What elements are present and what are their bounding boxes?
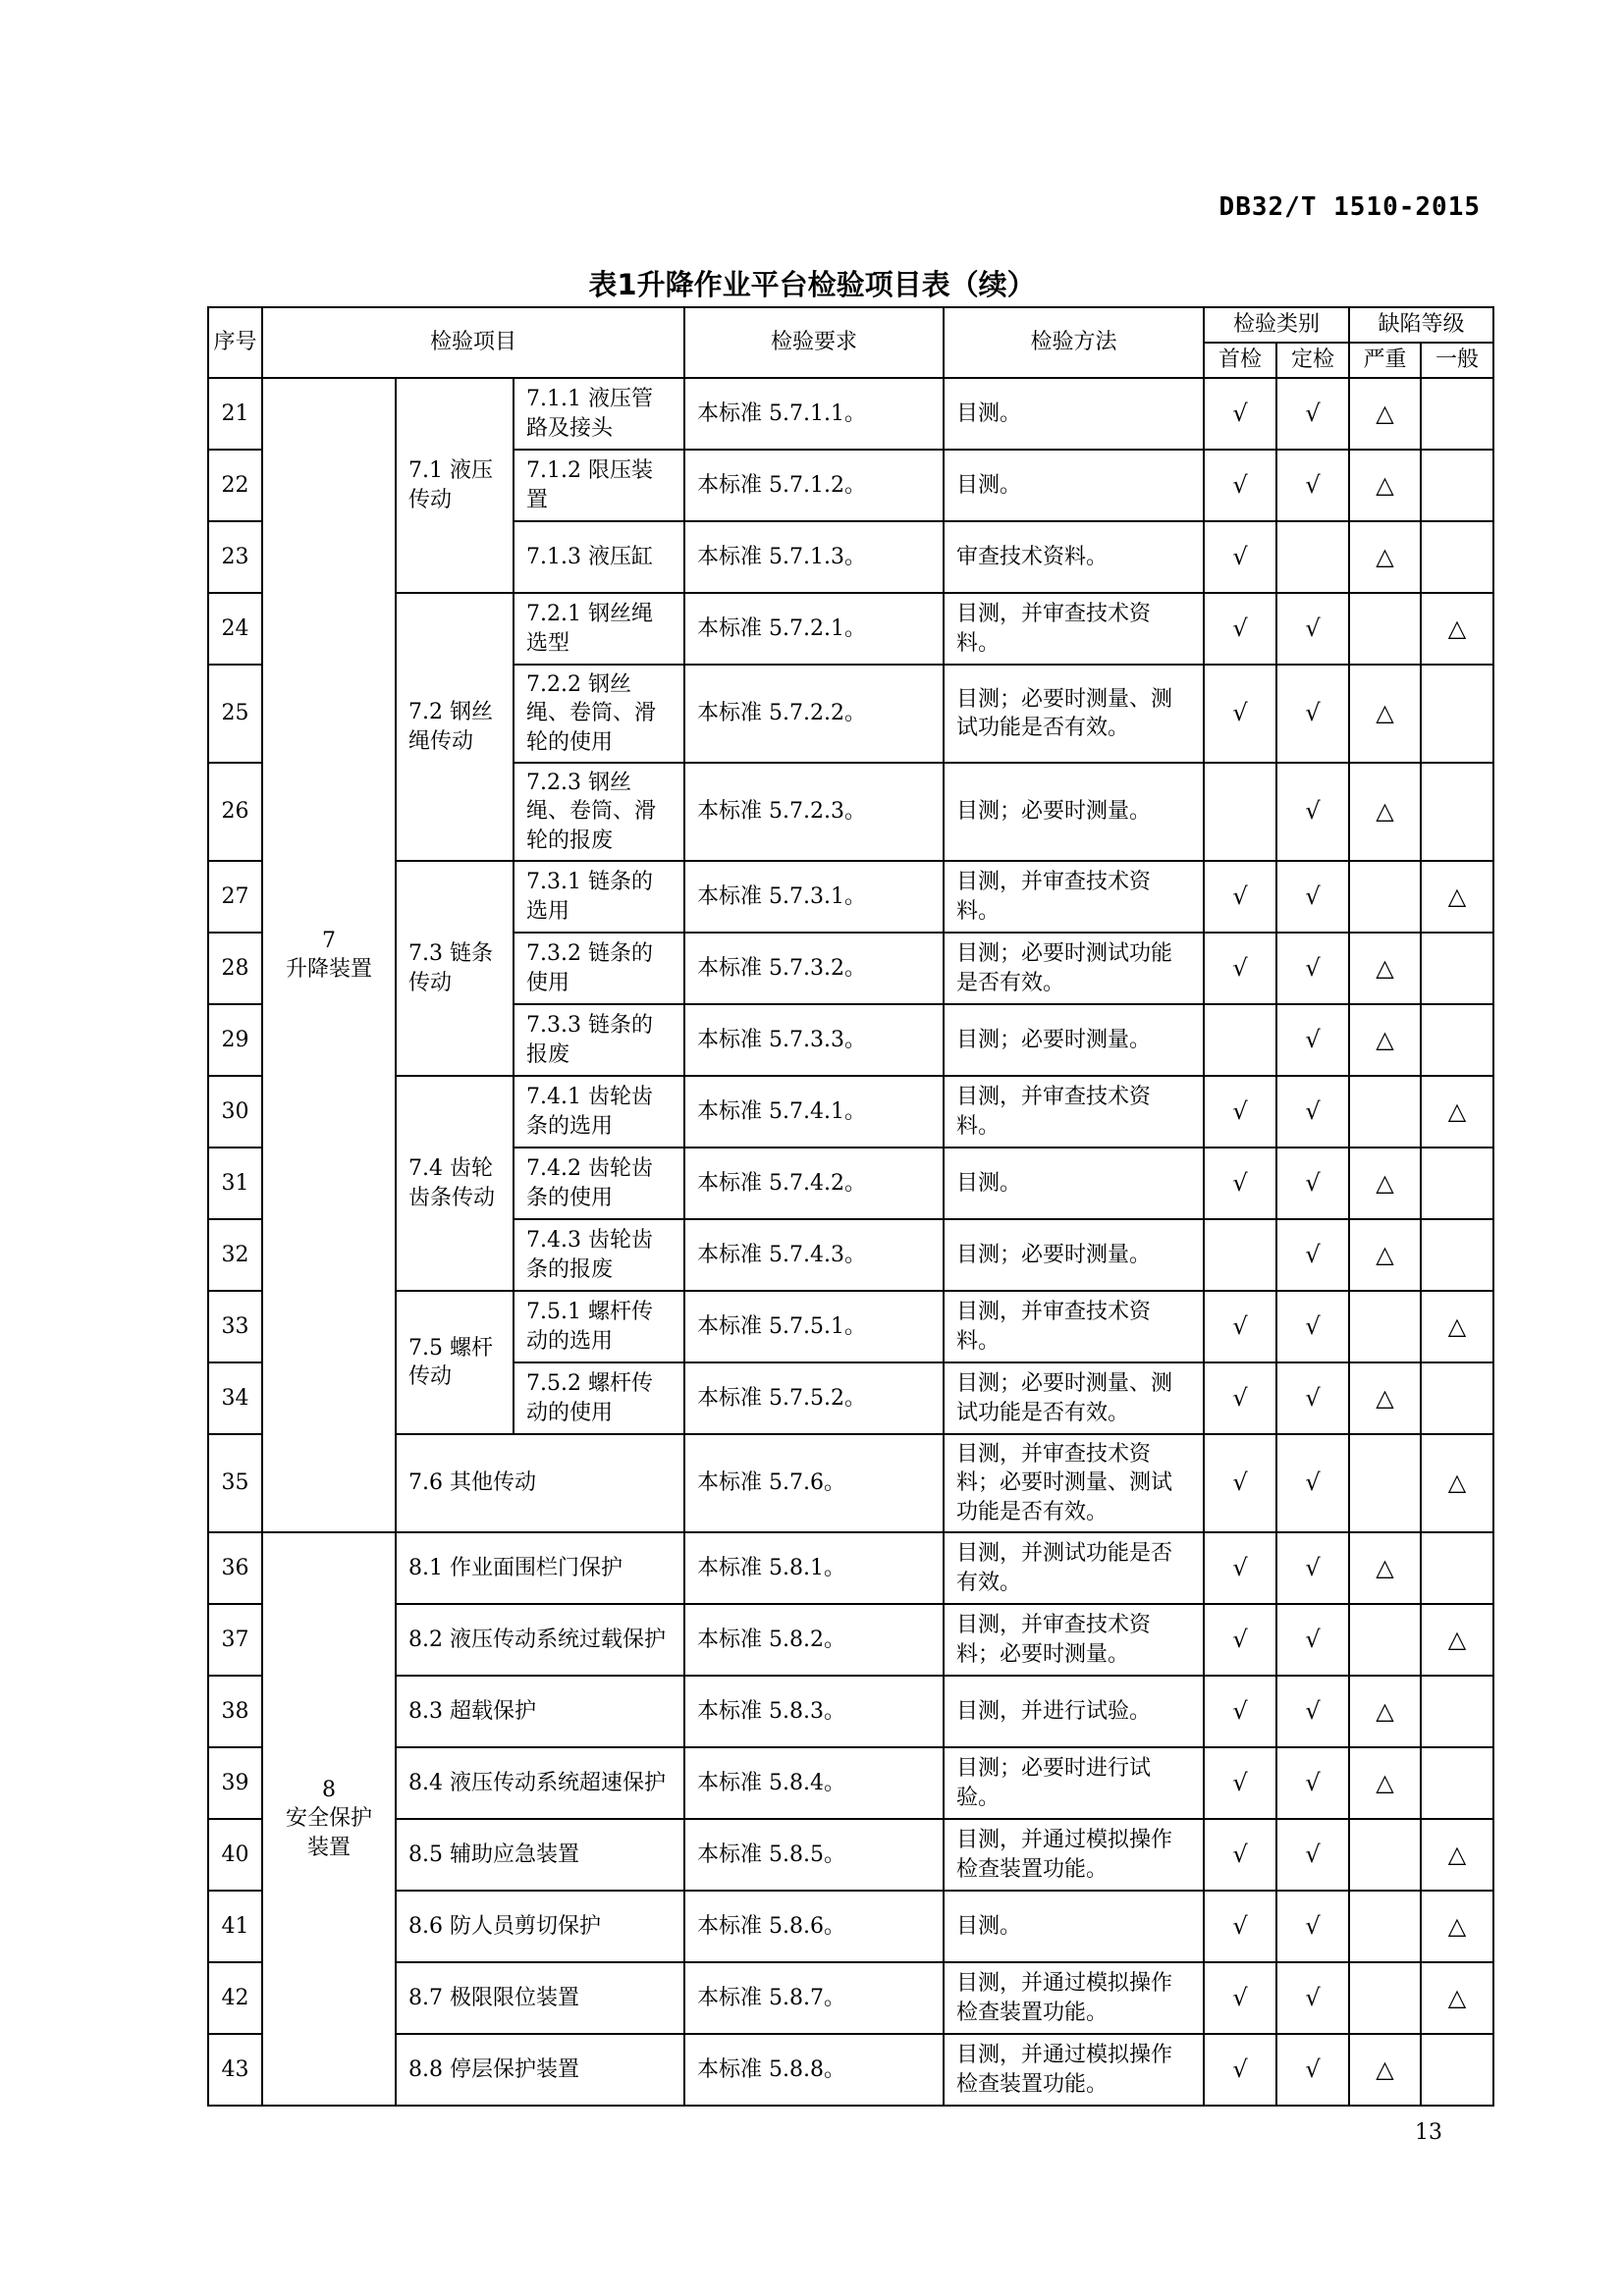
row-no: 30	[208, 1076, 262, 1148]
row-method: 目测；必要时测量。	[944, 1219, 1204, 1291]
row-periodic-mark	[1276, 521, 1349, 593]
row-periodic-mark: √	[1276, 1219, 1349, 1291]
row-general-mark	[1421, 450, 1493, 521]
row-general-mark	[1421, 1219, 1493, 1291]
row-periodic-mark: √	[1276, 861, 1349, 933]
row-no: 32	[208, 1219, 262, 1291]
row-item: 7.4.2 齿轮齿条的使用	[514, 1148, 684, 1219]
row-no: 38	[208, 1676, 262, 1747]
row-first-mark: √	[1204, 1148, 1276, 1219]
header-category: 检验类别	[1204, 307, 1349, 343]
row-severe-mark: △	[1349, 1362, 1421, 1434]
row-periodic-mark: √	[1276, 1676, 1349, 1747]
row-severe-mark	[1349, 1291, 1421, 1362]
row-item: 8.2 液压传动系统过载保护	[396, 1604, 684, 1676]
row-no: 39	[208, 1747, 262, 1819]
row-periodic-mark: √	[1276, 1362, 1349, 1434]
row-no: 41	[208, 1891, 262, 1962]
row-first-mark: √	[1204, 1291, 1276, 1362]
row-method: 目测，并通过模拟操作检查装置功能。	[944, 1819, 1204, 1891]
row-requirement: 本标准 5.7.2.1。	[684, 593, 944, 665]
row-first-mark: √	[1204, 593, 1276, 665]
row-no: 21	[208, 378, 262, 450]
row-general-mark	[1421, 1676, 1493, 1747]
row-severe-mark: △	[1349, 1148, 1421, 1219]
row-item: 8.3 超载保护	[396, 1676, 684, 1747]
inspection-table	[207, 306, 1494, 2107]
row-requirement: 本标准 5.8.7。	[684, 1962, 944, 2034]
row-periodic-mark: √	[1276, 2034, 1349, 2106]
row-severe-mark: △	[1349, 933, 1421, 1004]
group-lifting-device-label: 7 升降装置	[285, 928, 372, 982]
row-periodic-mark: √	[1276, 1076, 1349, 1148]
row-item: 7.5.2 螺杆传动的使用	[514, 1362, 684, 1434]
row-item: 7.2.2 钢丝绳、卷筒、滑轮的使用	[514, 665, 684, 763]
row-first-mark: √	[1204, 1747, 1276, 1819]
row-no: 40	[208, 1819, 262, 1891]
row-periodic-mark: √	[1276, 1819, 1349, 1891]
row-item: 8.5 辅助应急装置	[396, 1819, 684, 1891]
row-no: 33	[208, 1291, 262, 1362]
row-item: 7.6 其他传动	[396, 1434, 684, 1532]
row-general-mark	[1421, 1362, 1493, 1434]
row-no: 27	[208, 861, 262, 933]
row-item: 7.2.1 钢丝绳选型	[514, 593, 684, 665]
row-severe-mark	[1349, 593, 1421, 665]
row-first-mark: √	[1204, 1532, 1276, 1604]
row-severe-mark: △	[1349, 521, 1421, 593]
header-item: 检验项目	[262, 307, 684, 378]
row-severe-mark: △	[1349, 1747, 1421, 1819]
subgroup-chain: 7.3 链条传动	[396, 861, 514, 1076]
row-severe-mark: △	[1349, 2034, 1421, 2106]
row-no: 36	[208, 1532, 262, 1604]
row-no: 24	[208, 593, 262, 665]
row-no: 42	[208, 1962, 262, 2034]
row-item: 7.3.3 链条的报废	[514, 1004, 684, 1076]
row-method: 目测；必要时测量。	[944, 1004, 1204, 1076]
row-requirement: 本标准 5.7.6。	[684, 1434, 944, 1532]
row-periodic-mark: √	[1276, 1891, 1349, 1962]
row-first-mark: √	[1204, 665, 1276, 763]
group-lifting-device	[262, 378, 396, 1532]
subgroup-hydraulic: 7.1 液压传动	[396, 378, 514, 593]
row-method: 目测，并审查技术资料。	[944, 1076, 1204, 1148]
row-item: 7.5.1 螺杆传动的选用	[514, 1291, 684, 1362]
row-general-mark: △	[1421, 1962, 1493, 2034]
row-severe-mark: △	[1349, 665, 1421, 763]
row-item: 7.1.3 液压缸	[514, 521, 684, 593]
row-first-mark: √	[1204, 2034, 1276, 2106]
row-requirement: 本标准 5.8.2。	[684, 1604, 944, 1676]
row-general-mark: △	[1421, 1819, 1493, 1891]
row-general-mark	[1421, 933, 1493, 1004]
row-general-mark	[1421, 665, 1493, 763]
row-first-mark	[1204, 1219, 1276, 1291]
row-method: 目测，并审查技术资料。	[944, 1291, 1204, 1362]
row-severe-mark	[1349, 1962, 1421, 2034]
row-requirement: 本标准 5.7.1.1。	[684, 378, 944, 450]
row-general-mark	[1421, 1747, 1493, 1819]
row-first-mark: √	[1204, 1434, 1276, 1532]
row-method: 目测，并审查技术资料；必要时测量、测试功能是否有效。	[944, 1434, 1204, 1532]
row-periodic-mark: √	[1276, 1962, 1349, 2034]
row-severe-mark: △	[1349, 1676, 1421, 1747]
row-requirement: 本标准 5.7.3.2。	[684, 933, 944, 1004]
row-severe-mark: △	[1349, 763, 1421, 861]
row-periodic-mark: √	[1276, 1148, 1349, 1219]
row-severe-mark	[1349, 861, 1421, 933]
subgroup-screw: 7.5 螺杆传动	[396, 1291, 514, 1434]
row-method: 目测；必要时测试功能是否有效。	[944, 933, 1204, 1004]
row-general-mark	[1421, 2034, 1493, 2106]
row-requirement: 本标准 5.7.5.1。	[684, 1291, 944, 1362]
row-requirement: 本标准 5.7.1.2。	[684, 450, 944, 521]
row-severe-mark	[1349, 1604, 1421, 1676]
row-item: 7.4.3 齿轮齿条的报废	[514, 1219, 684, 1291]
row-item: 8.6 防人员剪切保护	[396, 1891, 684, 1962]
row-general-mark: △	[1421, 861, 1493, 933]
row-first-mark: √	[1204, 1891, 1276, 1962]
row-method: 目测；必要时测量。	[944, 763, 1204, 861]
row-item: 8.4 液压传动系统超速保护	[396, 1747, 684, 1819]
row-item: 7.2.3 钢丝绳、卷筒、滑轮的报废	[514, 763, 684, 861]
row-requirement: 本标准 5.8.4。	[684, 1747, 944, 1819]
row-periodic-mark: √	[1276, 593, 1349, 665]
row-item: 8.1 作业面围栏门保护	[396, 1532, 684, 1604]
row-general-mark	[1421, 1004, 1493, 1076]
row-severe-mark	[1349, 1076, 1421, 1148]
group-safety-protection-label: 8 安全保护 装置	[285, 1778, 372, 1860]
document-id: DB32/T 1510-2015	[1218, 192, 1481, 222]
row-item: 8.7 极限限位装置	[396, 1962, 684, 2034]
header-defect-level: 缺陷等级	[1349, 307, 1493, 343]
row-no: 23	[208, 521, 262, 593]
header-first: 首检	[1204, 343, 1276, 378]
row-first-mark: √	[1204, 1076, 1276, 1148]
row-first-mark: √	[1204, 1604, 1276, 1676]
row-periodic-mark: √	[1276, 1434, 1349, 1532]
row-general-mark	[1421, 763, 1493, 861]
row-method: 目测；必要时进行试验。	[944, 1747, 1204, 1819]
row-method: 目测，并测试功能是否有效。	[944, 1532, 1204, 1604]
row-periodic-mark: √	[1276, 450, 1349, 521]
row-method: 目测。	[944, 1148, 1204, 1219]
row-no: 37	[208, 1604, 262, 1676]
row-severe-mark: △	[1349, 450, 1421, 521]
row-no: 22	[208, 450, 262, 521]
row-no: 28	[208, 933, 262, 1004]
row-no: 29	[208, 1004, 262, 1076]
row-periodic-mark: √	[1276, 1532, 1349, 1604]
row-requirement: 本标准 5.7.3.3。	[684, 1004, 944, 1076]
row-general-mark: △	[1421, 1604, 1493, 1676]
row-general-mark	[1421, 1148, 1493, 1219]
row-general-mark	[1421, 378, 1493, 450]
row-method: 审查技术资料。	[944, 521, 1204, 593]
row-requirement: 本标准 5.7.4.3。	[684, 1219, 944, 1291]
row-item: 7.3.1 链条的选用	[514, 861, 684, 933]
row-periodic-mark: √	[1276, 378, 1349, 450]
row-no: 34	[208, 1362, 262, 1434]
row-general-mark: △	[1421, 1434, 1493, 1532]
row-first-mark: √	[1204, 450, 1276, 521]
row-requirement: 本标准 5.7.4.1。	[684, 1076, 944, 1148]
row-severe-mark	[1349, 1891, 1421, 1962]
row-periodic-mark: √	[1276, 933, 1349, 1004]
row-periodic-mark: √	[1276, 665, 1349, 763]
row-method: 目测。	[944, 450, 1204, 521]
header-requirement: 检验要求	[684, 307, 944, 378]
row-method: 目测；必要时测量、测试功能是否有效。	[944, 665, 1204, 763]
row-item: 7.1.1 液压管路及接头	[514, 378, 684, 450]
row-requirement: 本标准 5.8.1。	[684, 1532, 944, 1604]
subgroup-wire-rope: 7.2 钢丝绳传动	[396, 593, 514, 861]
row-requirement: 本标准 5.7.3.1。	[684, 861, 944, 933]
row-general-mark: △	[1421, 1891, 1493, 1962]
row-no: 25	[208, 665, 262, 763]
page-number: 13	[1415, 2120, 1442, 2145]
row-general-mark: △	[1421, 593, 1493, 665]
row-severe-mark	[1349, 1434, 1421, 1532]
row-first-mark: √	[1204, 1676, 1276, 1747]
row-item: 7.4.1 齿轮齿条的选用	[514, 1076, 684, 1148]
row-first-mark: √	[1204, 378, 1276, 450]
row-general-mark: △	[1421, 1076, 1493, 1148]
row-method: 目测，并审查技术资料。	[944, 593, 1204, 665]
row-method: 目测，并通过模拟操作检查装置功能。	[944, 2034, 1204, 2106]
row-no: 35	[208, 1434, 262, 1532]
row-first-mark: √	[1204, 933, 1276, 1004]
row-periodic-mark: √	[1276, 763, 1349, 861]
table-caption: 表1升降作业平台检验项目表（续）	[588, 268, 1036, 301]
row-first-mark: √	[1204, 1962, 1276, 2034]
row-periodic-mark: √	[1276, 1604, 1349, 1676]
row-method: 目测；必要时测量、测试功能是否有效。	[944, 1362, 1204, 1434]
row-method: 目测。	[944, 1891, 1204, 1962]
row-requirement: 本标准 5.7.4.2。	[684, 1148, 944, 1219]
group-safety-protection	[262, 1532, 396, 2106]
row-no: 31	[208, 1148, 262, 1219]
row-item: 7.3.2 链条的使用	[514, 933, 684, 1004]
row-first-mark	[1204, 763, 1276, 861]
row-first-mark: √	[1204, 1362, 1276, 1434]
row-method: 目测，并进行试验。	[944, 1676, 1204, 1747]
row-requirement: 本标准 5.7.1.3。	[684, 521, 944, 593]
row-severe-mark: △	[1349, 1004, 1421, 1076]
header-general: 一般	[1421, 343, 1493, 378]
row-periodic-mark: √	[1276, 1747, 1349, 1819]
row-method: 目测。	[944, 378, 1204, 450]
row-severe-mark: △	[1349, 1219, 1421, 1291]
header-seq-label: 序号	[213, 329, 257, 354]
row-requirement: 本标准 5.8.5。	[684, 1819, 944, 1891]
row-first-mark: √	[1204, 521, 1276, 593]
row-periodic-mark: √	[1276, 1004, 1349, 1076]
row-requirement: 本标准 5.7.2.2。	[684, 665, 944, 763]
row-requirement: 本标准 5.7.2.3。	[684, 763, 944, 861]
row-item: 8.8 停层保护装置	[396, 2034, 684, 2106]
header-method: 检验方法	[944, 307, 1204, 378]
subgroup-rack-pinion: 7.4 齿轮齿条传动	[396, 1076, 514, 1291]
row-item: 7.1.2 限压装置	[514, 450, 684, 521]
row-severe-mark	[1349, 1819, 1421, 1891]
row-first-mark: √	[1204, 861, 1276, 933]
row-no: 26	[208, 763, 262, 861]
header-severe: 严重	[1349, 343, 1421, 378]
row-requirement: 本标准 5.8.3。	[684, 1676, 944, 1747]
row-requirement: 本标准 5.7.5.2。	[684, 1362, 944, 1434]
row-general-mark: △	[1421, 1291, 1493, 1362]
row-no: 43	[208, 2034, 262, 2106]
row-requirement: 本标准 5.8.6。	[684, 1891, 944, 1962]
row-method: 目测，并审查技术资料；必要时测量。	[944, 1604, 1204, 1676]
row-first-mark: √	[1204, 1819, 1276, 1891]
row-requirement: 本标准 5.8.8。	[684, 2034, 944, 2106]
row-method: 目测，并审查技术资料。	[944, 861, 1204, 933]
row-periodic-mark: √	[1276, 1291, 1349, 1362]
row-method: 目测，并通过模拟操作检查装置功能。	[944, 1962, 1204, 2034]
row-first-mark	[1204, 1004, 1276, 1076]
row-general-mark	[1421, 521, 1493, 593]
header-periodic: 定检	[1276, 343, 1349, 378]
row-severe-mark: △	[1349, 1532, 1421, 1604]
header-seq	[208, 307, 262, 378]
row-general-mark	[1421, 1532, 1493, 1604]
row-severe-mark: △	[1349, 378, 1421, 450]
